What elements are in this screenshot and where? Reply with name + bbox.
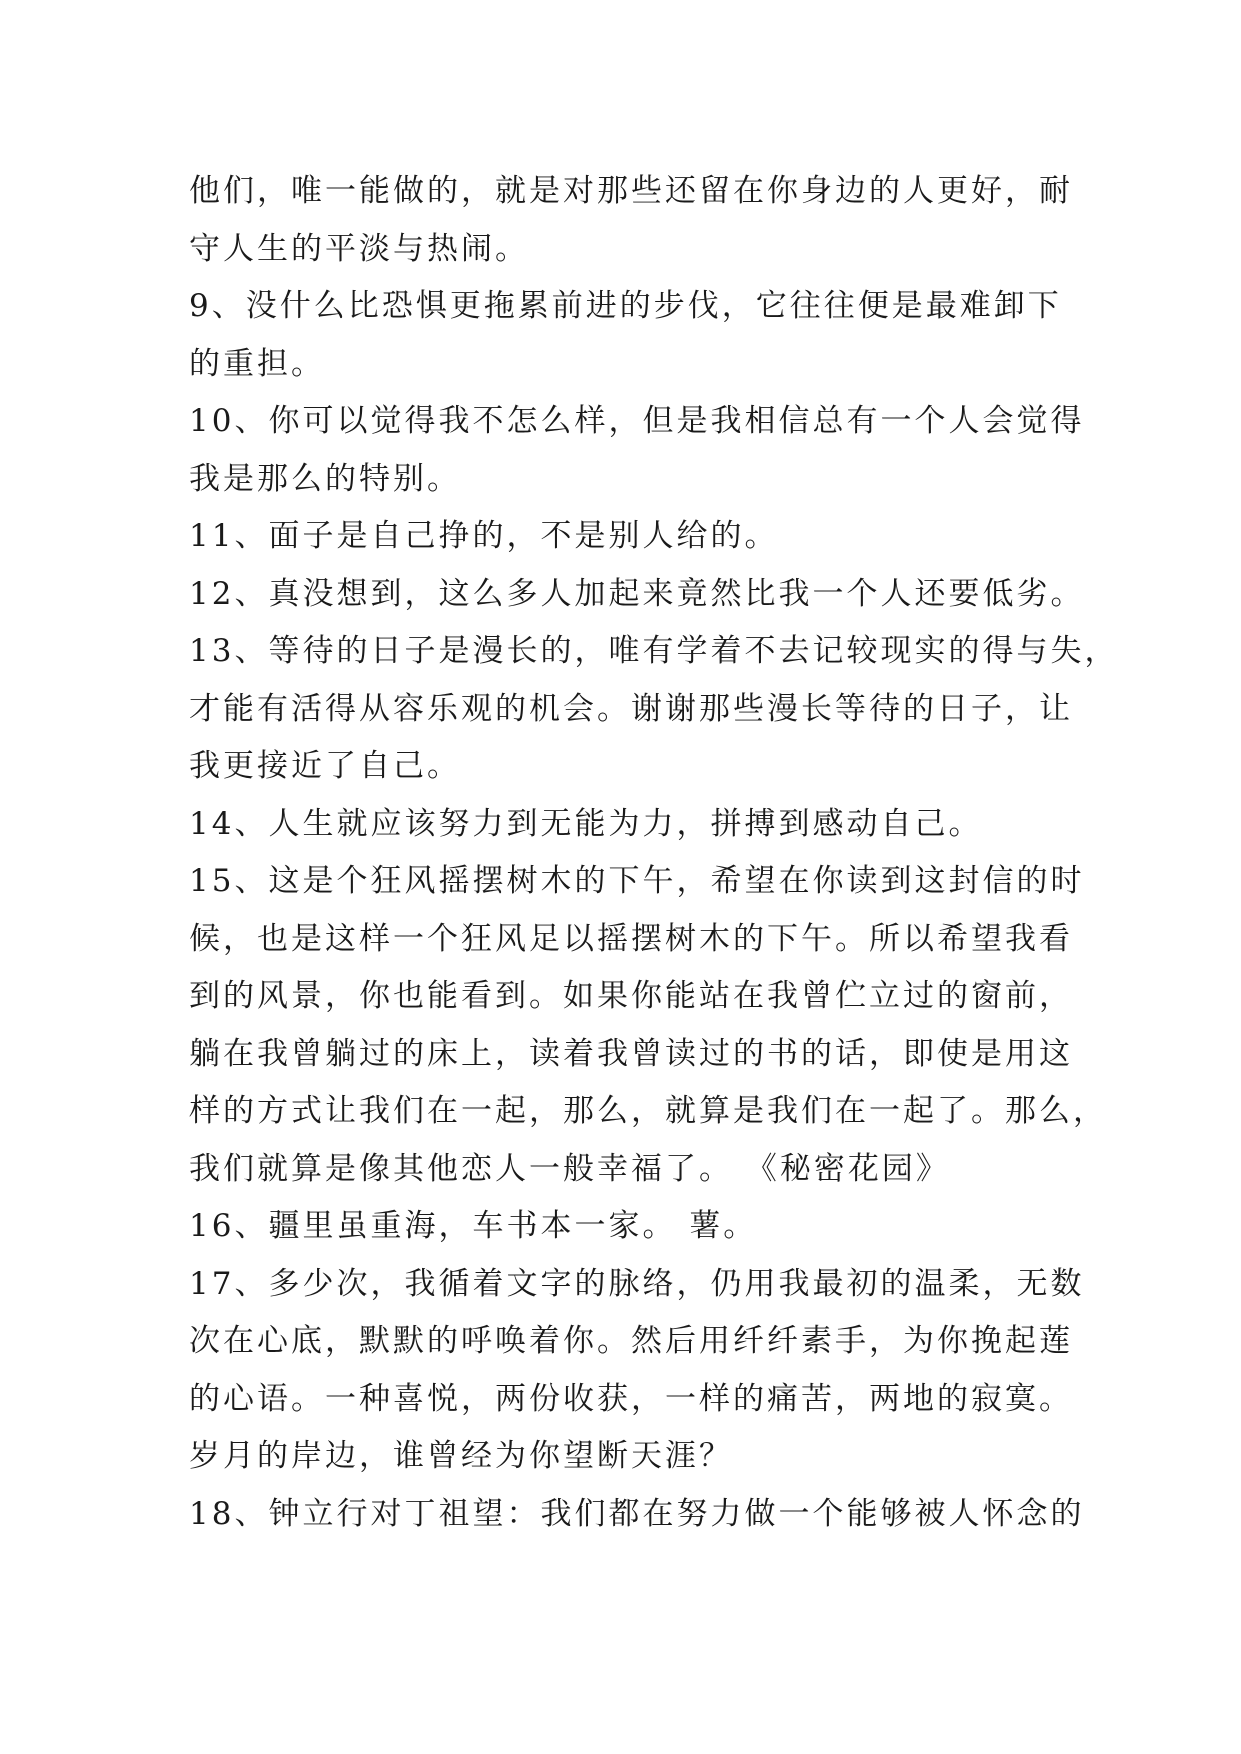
text-line: 12、真没想到，这么多人加起来竟然比我一个人还要低劣。	[189, 575, 1085, 612]
text-line: 18、钟立行对丁祖望：我们都在努力做一个能够被人怀念的	[189, 1495, 1085, 1532]
text-line: 的心语。一种喜悦，两份收获，一样的痛苦，两地的寂寞。	[189, 1380, 1073, 1417]
text-line: 13、等待的日子是漫长的，唯有学着不去记较现实的得与失，	[189, 633, 1119, 669]
text-line: 躺在我曾躺过的床上，读着我曾读过的书的话，即使是用这	[189, 1035, 1073, 1072]
text-line: 我们就算是像其他恋人一般幸福了。 《秘密花园》	[189, 1150, 950, 1187]
text-line: 样的方式让我们在一起，那么，就算是我们在一起了。那么，	[189, 1093, 1107, 1129]
text-line: 的重担。	[189, 345, 325, 382]
text-line: 10、你可以觉得我不怎么样，但是我相信总有一个人会觉得	[189, 403, 1085, 439]
text-line: 9、没什么比恐惧更拖累前进的步伐，它往往便是最难卸下	[189, 288, 1062, 324]
text-line: 11、面子是自己挣的，不是别人给的。	[189, 518, 779, 554]
text-line: 15、这是个狂风摇摆树木的下午，希望在你读到这封信的时	[189, 863, 1085, 899]
text-line: 才能有活得从容乐观的机会。谢谢那些漫长等待的日子，让	[189, 690, 1073, 727]
text-line: 我是那么的特别。	[189, 460, 461, 497]
text-line: 到的风景，你也能看到。如果你能站在我曾伫立过的窗前，	[189, 978, 1073, 1014]
text-line: 候，也是这样一个狂风足以摇摆树木的下午。所以希望我看	[189, 920, 1073, 957]
text-line: 次在心底，默默的呼唤着你。然后用纤纤素手，为你挽起莲	[189, 1323, 1073, 1359]
text-line: 14、人生就应该努力到无能为力，拼搏到感动自己。	[189, 805, 983, 842]
text-line: 17、多少次，我循着文字的脉络，仍用我最初的温柔，无数	[189, 1265, 1085, 1302]
text-line: 岁月的岸边，谁曾经为你望断天涯？	[189, 1438, 733, 1474]
body-text	[189, 163, 1119, 1543]
text-line: 我更接近了自己。	[189, 748, 461, 784]
text-line: 守人生的平淡与热闹。	[189, 230, 529, 267]
text-line: 16、疆里虽重海，车书本一家。 薯。	[189, 1208, 758, 1244]
text-line: 他们，唯一能做的，就是对那些还留在你身边的人更好，耐	[189, 173, 1073, 209]
